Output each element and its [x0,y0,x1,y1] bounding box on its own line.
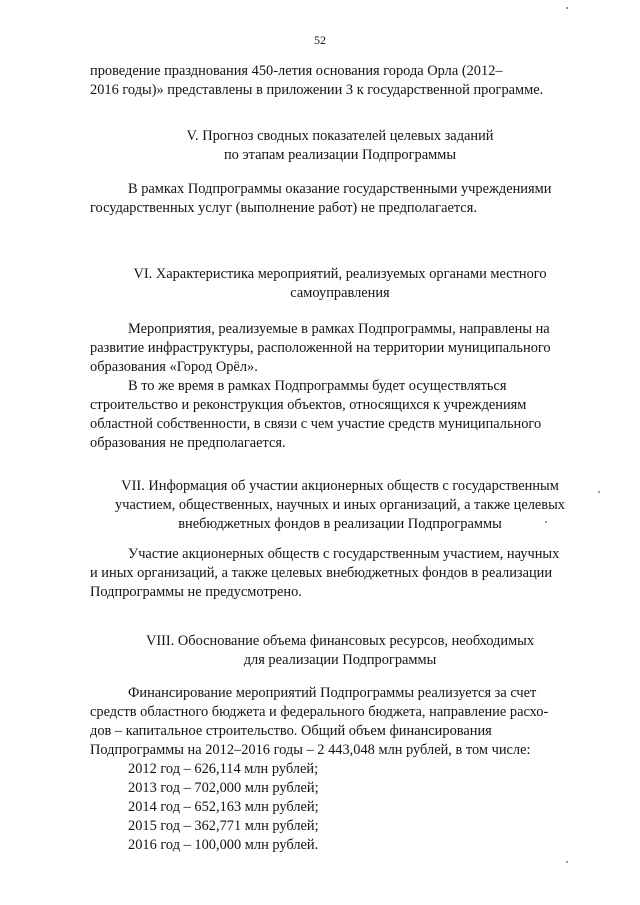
text-line: образования не предполагается. [90,435,286,451]
scan-speck [566,7,568,9]
section-6-paragraph-1 [90,320,596,377]
section-8-paragraph [90,684,596,760]
text-line: строительство и реконструкция объектов, относящихся к учреждениям [90,397,527,413]
heading-line: самоуправления [290,285,390,301]
text-line: Подпрограммы на 2012–2016 годы – 2 443,048 млн рублей, в том числе: [90,742,531,758]
heading-line: внебюджетных фондов в реализации Подпрограммы [178,516,502,532]
text-line: средств областного бюджета и федерального бюджета, направление расхо- [90,704,549,720]
intro-paragraph [90,62,596,100]
text-line: Финансирование мероприятий Подпрограммы реализуется за счет [128,685,537,701]
text-line: и иных организаций, а также целевых внебюджетных фондов в реализации [90,565,553,581]
text-line: В рамках Подпрограммы оказание государственными учреждениями [128,181,552,197]
text-line: дов – капитальное строительство. Общий объем финансирования [90,723,492,739]
heading-line: участием, общественных, научных и иных организаций, а также целевых [115,497,565,513]
text-line: проведение празднования 450-летия основания города Орла (2012– [90,63,503,79]
heading-line: по этапам реализации Подпрограммы [223,147,456,163]
funding-by-year-list [128,760,319,855]
section-5-heading [60,127,620,165]
text-line: Мероприятия, реализуемые в рамках Подпрограммы, направлены на [128,321,550,337]
scan-speck [566,861,568,863]
text-line: 2016 годы)» представлены в приложении 3 к государственной программе. [90,82,544,98]
text-line: развитие инфраструктуры, расположенной на территории муниципального [90,340,551,356]
heading-line: VI. Характеристика мероприятий, реализуемых органами местного [133,266,547,282]
text-line: областной собственности, в связи с чем участие средств муниципального [90,416,542,432]
text-line: Участие акционерных обществ с государственным участием, научных [128,546,560,562]
heading-line: V. Прогноз сводных показателей целевых заданий [186,128,494,144]
list-item: 2015 год – 362,771 млн рублей; [128,818,319,834]
section-6-heading [60,265,620,303]
section-8-heading [60,632,620,670]
heading-line: VIII. Обоснование объема финансовых ресурсов, необходимых [145,633,535,649]
list-item: 2014 год – 652,163 млн рублей; [128,799,319,815]
text-line: В то же время в рамках Подпрограммы будет осуществляться [128,378,507,394]
list-item: 2016 год – 100,000 млн рублей. [128,837,319,853]
heading-line: VII. Информация об участии акционерных обществ с государственным [121,478,559,494]
heading-line: для реализации Подпрограммы [243,652,437,668]
section-7-heading [60,477,620,534]
list-item: 2013 год – 702,000 млн рублей; [128,780,319,796]
text-line: государственных услуг (выполнение работ) не предполагается. [90,200,477,216]
text-line: образования «Город Орёл». [90,359,258,375]
scan-speck [545,521,547,523]
text-line: Подпрограммы не предусмотрено. [90,584,302,600]
page-number: 52 [314,33,326,47]
section-6-paragraph-2 [90,377,596,453]
list-item: 2012 год – 626,114 млн рублей; [128,761,319,777]
section-7-paragraph [90,545,596,602]
section-5-paragraph [90,180,596,218]
scan-speck [598,491,600,493]
